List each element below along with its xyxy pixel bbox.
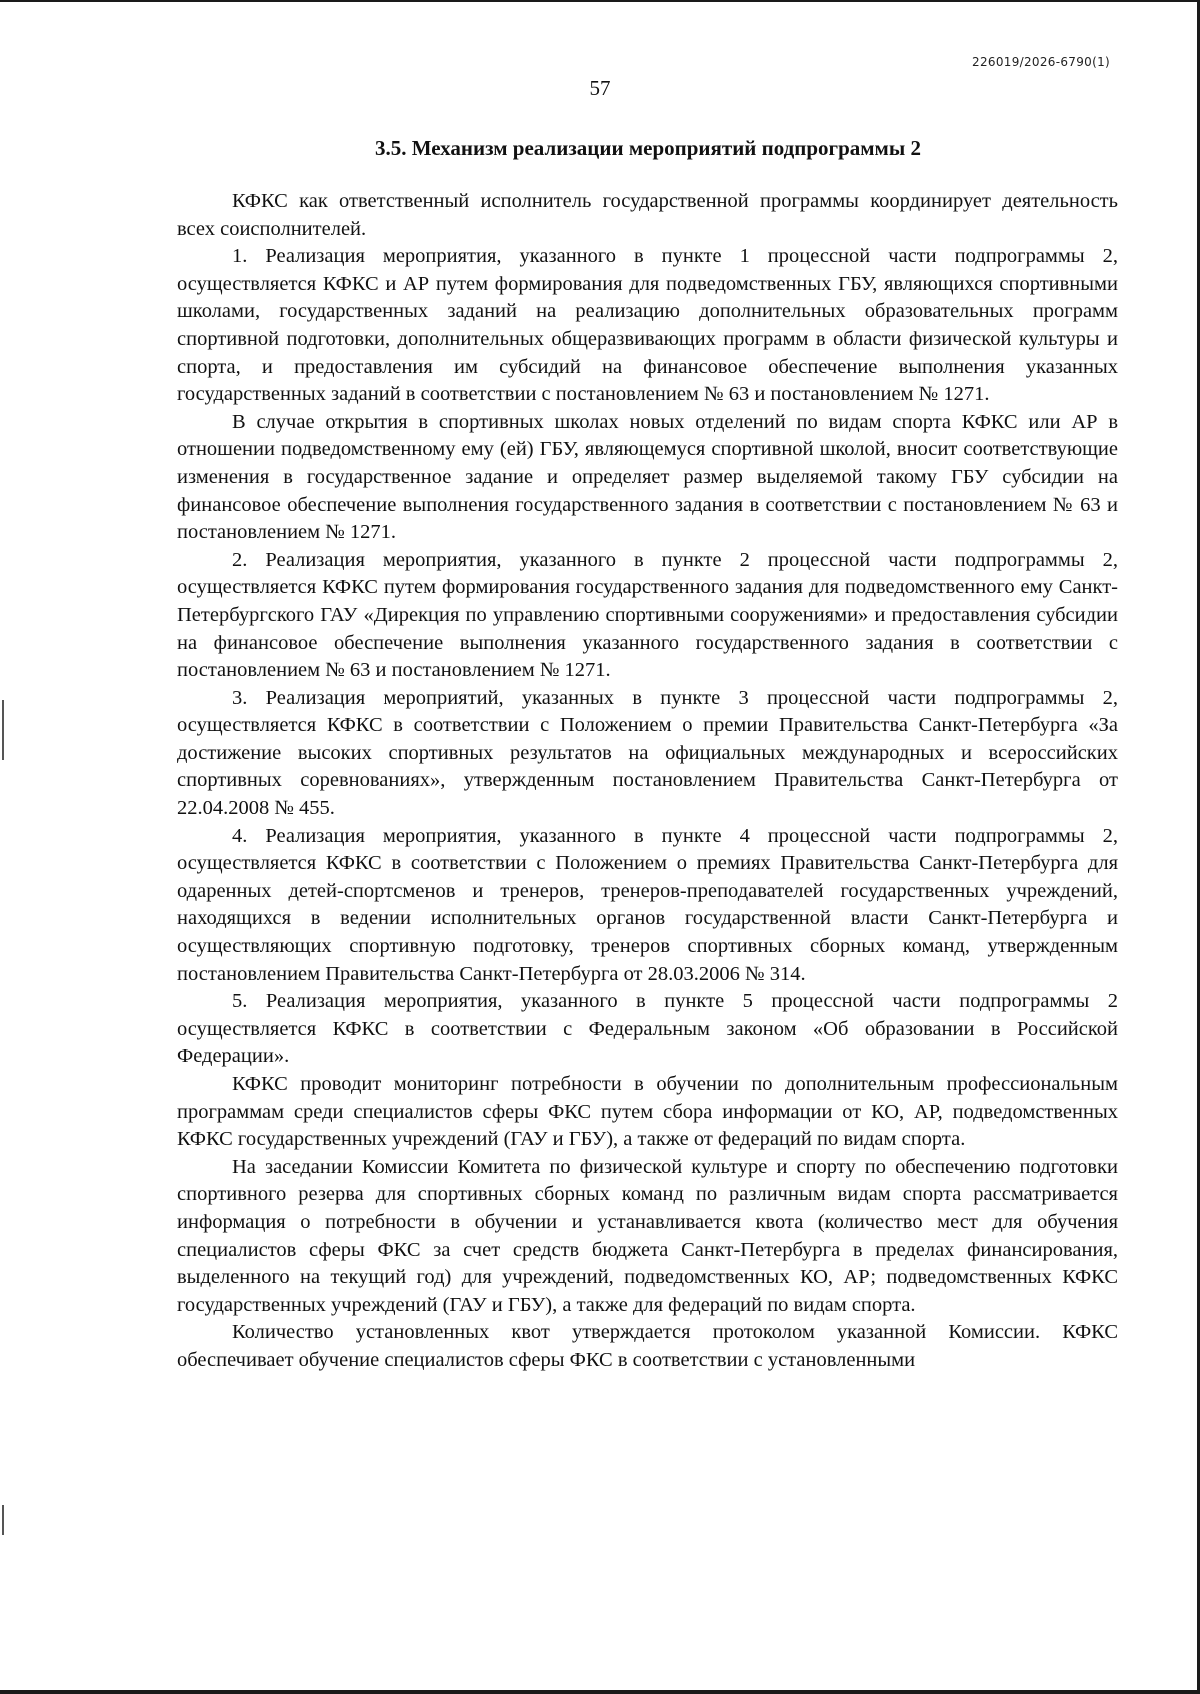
paragraph: КФКС проводит мониторинг потребности в обучении по дополнительным профессиональным программам среди специалистов сферы ФКС путем сбора информации от КО, АР, подведомственных КФКС государственных учреждений (ГАУ и ГБУ), а также от федераций по видам спорта. [177,1073,1118,1151]
paragraph: 5. Реализация мероприятия, указанного в пункте 5 процессной части подпрограммы 2 осуществляется КФКС в соответствии с Федеральным законом «Об образовании в Российской Федерации». [177,990,1118,1068]
paragraph: Количество установленных квот утверждается протоколом указанной Комиссии. КФКС обеспечивает обучение специалистов сферы ФКС в соответствии с установленными [177,1321,1118,1371]
paragraph: 3. Реализация мероприятий, указанных в пункте 3 процессной части подпрограммы 2, осуществляется КФКС в соответствии с Положением о премии Правительства Санкт-Петербурга «За достижение высоких спортивных результатов на официальных международных и всероссийских спортивных соревнованиях», утвержденным постановлением Правительства Санкт-Петербурга от 22.04.2008 № 455. [177,686,1118,820]
paragraph: 4. Реализация мероприятия, указанного в пункте 4 процессной части подпрограммы 2, осуществляется КФКС в соответствии с Положением о премиях Правительства Санкт-Петербурга для одаренных детей-спортсменов и тренеров, тренеров-преподавателей государственных учреждений, находящихся в ведении исполнительных органов государственной власти Санкт-Петербурга и осуществляющих спортивную подготовку, тренеров спортивных сборных команд, утвержденным постановлением Правительства Санкт-Петербурга от 28.03.2006 № 314. [177,824,1118,985]
paragraph: 2. Реализация мероприятия, указанного в пункте 2 процессной части подпрограммы 2, осуществляется КФКС путем формирования государственного задания для подведомственного ему Санкт-Петербургского ГАУ «Дирекция по управлению спортивными сооружениями» и предоставления субсидии на финансовое обеспечение выполнения указанного государственного задания в соответствии с постановлением № 63 и постановлением № 1271. [177,548,1118,682]
scan-margin-mark [2,700,4,760]
section-title: 3.5. Механизм реализации мероприятий подпрограммы 2 [374,136,922,160]
paragraph: КФКС как ответственный исполнитель государственной программы координирует деятельность всех соисполнителей. [177,190,1118,240]
paragraph: В случае открытия в спортивных школах новых отделений по видам спорта КФКС или АР в отношении подведомственному ему (ей) ГБУ, являющемуся спортивной школой, вносит соответствующие изменения в государственное задание и определяет размер выделяемой такому ГБУ субсидии на финансовое обеспечение выполнения государственного задания в соответствии с постановлением № 63 и постановлением № 1271. [177,410,1118,544]
paragraph: На заседании Комиссии Комитета по физической культуре и спорту по обеспечению подготовки спортивного резерва для спортивных сборных команд по различным видам спорта рассматривается информация о потребности в обучении и устанавливается квота (количество мест для обучения специалистов сферы ФКС за счет средств бюджета Санкт-Петербурга в пределах финансирования, выделенного на текущий год) для учреждений, подведомственных КО, АР; подведомственных КФКС государственных учреждений (ГАУ и ГБУ), а также для федераций по видам спорта. [177,1155,1118,1316]
scan-edge-bottom [0,1690,1200,1694]
scan-edge-top [0,0,1200,2]
scan-margin-mark [2,1505,4,1535]
paragraph: 1. Реализация мероприятия, указанного в пункте 1 процессной части подпрограммы 2, осуществляется КФКС и АР путем формирования для подведомственных ГБУ, являющихся спортивными школами, государственных заданий на реализацию дополнительных образовательных программ спортивной подготовки, дополнительных общеразвивающих программ в области физической культуры и спорта, и предоставления им субсидий на финансовое обеспечение выполнения указанных государственных заданий в соответствии с постановлением № 63 и постановлением № 1271. [177,245,1118,406]
document-id: 226019/2026-6790(1) [972,55,1110,69]
body-text [177,188,1118,1375]
page-number: 57 [589,76,611,100]
